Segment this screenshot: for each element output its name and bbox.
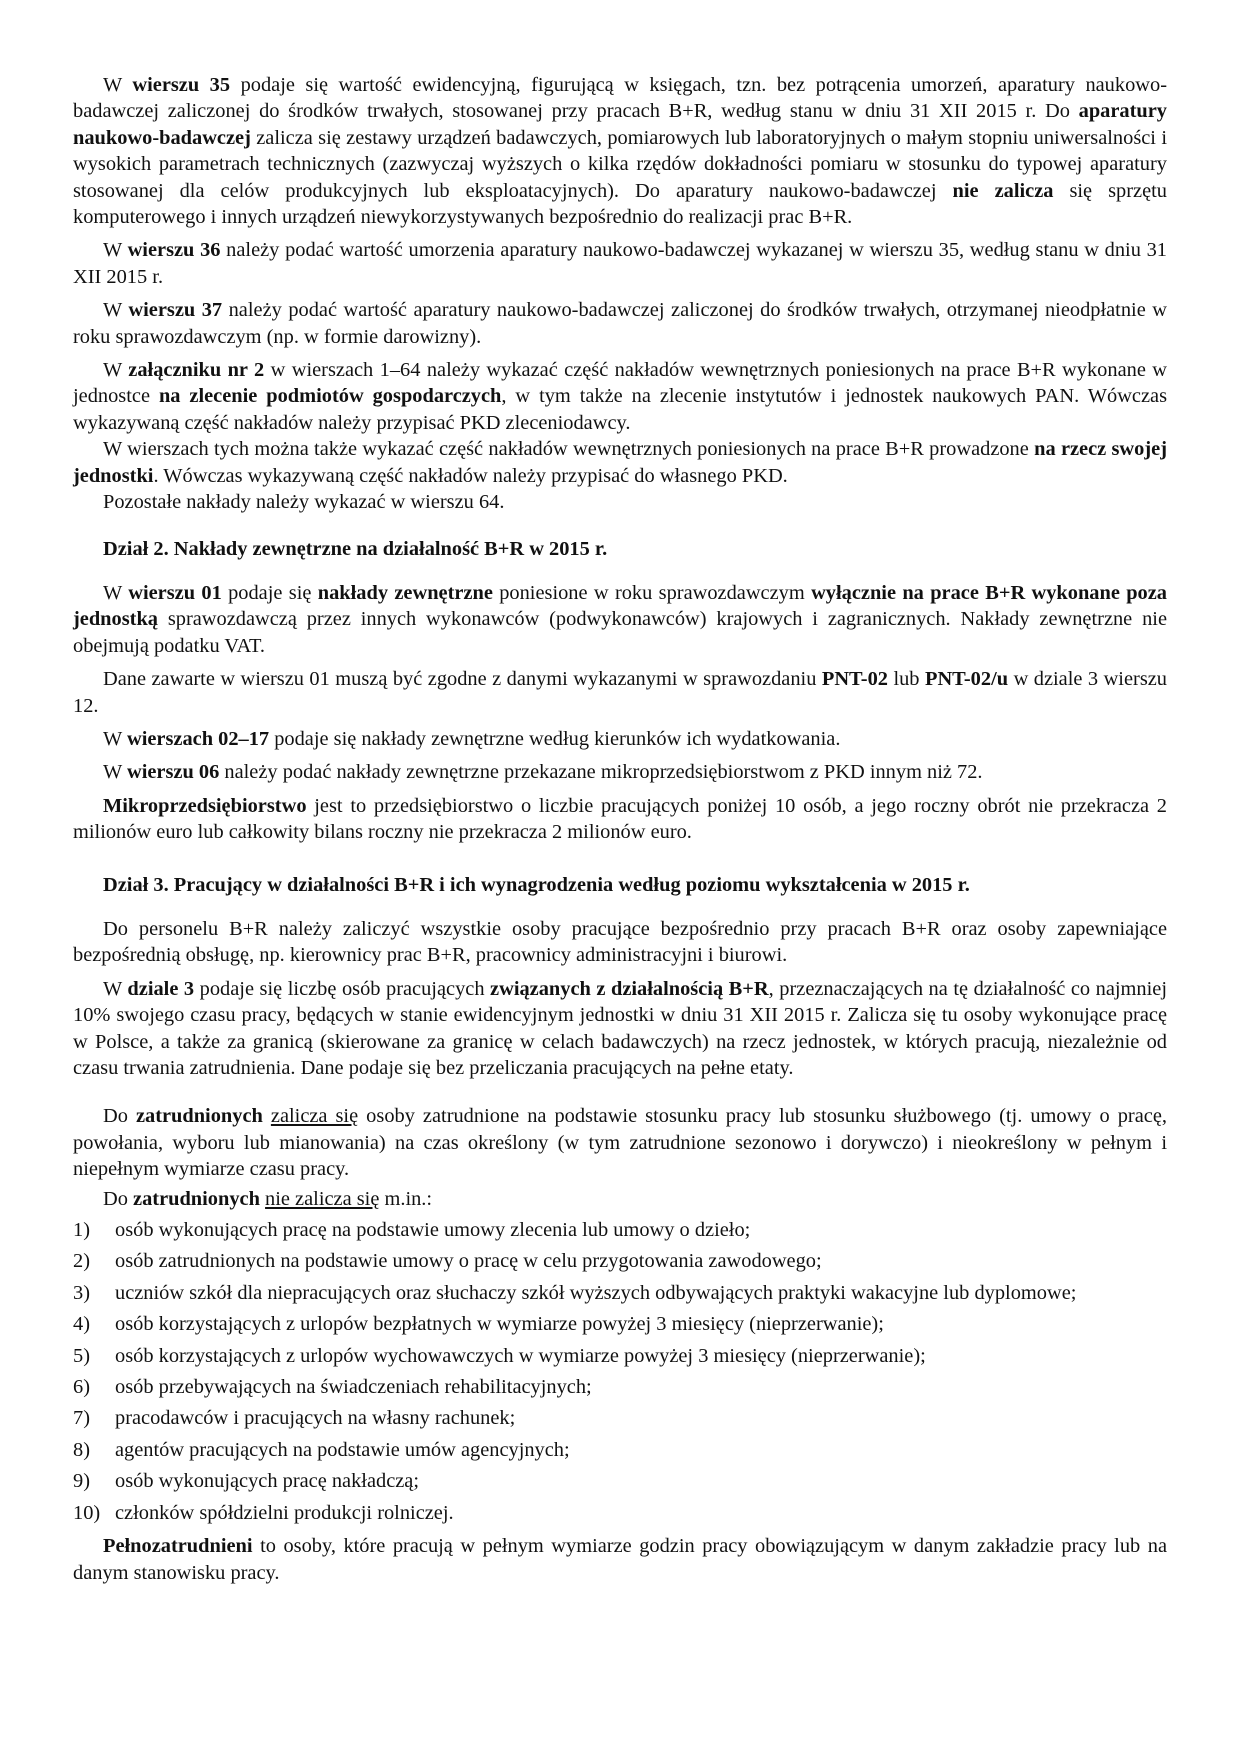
text: osoby zatrudnione na podstawie stosunku pracy lub stosunku służbowego (tj. umowy o pracę, powołania, wyboru lub mianowania) na czas określony (w tym zatrudnione sezonowo i dorywczo) i nieokreślony w pełnym i niepełnym wymiarze czasu pracy. — [73, 1105, 1167, 1181]
bold-term: PNT-02/u — [924, 668, 1009, 691]
paragraph-employed-exclude — [73, 1186, 1167, 1212]
paragraph-row-06 — [73, 759, 1167, 785]
list-item — [73, 1374, 1167, 1400]
list-item — [73, 1280, 1167, 1306]
paragraph-own-unit — [73, 436, 1167, 489]
list-number: 1) — [73, 1219, 90, 1242]
bold-term: Mikroprzedsiębiorstwo — [103, 794, 307, 817]
list-item — [73, 1468, 1167, 1494]
bold-term: dziale 3 — [127, 977, 195, 1000]
bold-term: wierszu 37 — [128, 299, 223, 322]
paragraph-employed-include — [73, 1103, 1167, 1182]
text: podaje się — [221, 581, 318, 604]
bold-term: zatrudnionych — [133, 1187, 260, 1210]
underlined-term: zalicza się — [270, 1105, 359, 1128]
bold-term: wyłącznie na prace B+R wykonane poza jednostką — [73, 581, 1167, 631]
text: należy podać wartość umorzenia aparatury naukowo-badawczej wykazanej w wierszu 35, według stanu w dniu 31 XII 2015 r. — [73, 239, 1167, 288]
bold-term: wierszu 01 — [128, 581, 222, 604]
text: W wierszach tych można także wykazać część nakładów wewnętrznych poniesionych na prace B+R prowadzone — [103, 438, 1035, 461]
list-item — [73, 1405, 1167, 1431]
text: W — [103, 727, 127, 750]
bold-term: wierszu 06 — [126, 761, 220, 784]
list-item — [73, 1311, 1167, 1337]
text: W — [103, 359, 129, 382]
text: podaje się liczbę osób pracujących — [194, 977, 491, 1000]
text: Do — [103, 1105, 136, 1128]
bold-term: aparatury naukowo-badawczej — [73, 100, 1167, 149]
text: W — [103, 299, 129, 322]
list-number: 6) — [73, 1376, 90, 1399]
bold-term: wierszu 35 — [132, 74, 231, 96]
paragraph-row-36 — [73, 237, 1167, 290]
bold-term: PNT-02 — [821, 668, 888, 691]
list-text: osób korzystających z urlopów wychowawczych w wymiarze powyżej 3 miesięcy (nieprzerwanie); — [115, 1344, 926, 1367]
text: W — [103, 74, 133, 96]
list-number: 7) — [73, 1407, 90, 1430]
text: jest to przedsiębiorstwo o liczbie pracujących poniżej 10 osób, a jego roczny obrót nie przekracza 2 milionów euro lub całkowity bilans roczny nie przekracza 2 milionów euro. — [73, 794, 1167, 844]
list-text: pracodawców i pracujących na własny rachunek; — [115, 1407, 516, 1430]
paragraph-micro-enterprise — [73, 793, 1167, 846]
list-text: osób wykonujących pracę nakładczą; — [115, 1470, 420, 1493]
text: Pozostałe nakłady należy wykazać w wierszu 64. — [103, 491, 505, 514]
text: w wierszach 1–64 należy wykazać część nakładów wewnętrznych poniesionych na prace B+R wykonane w jednostce — [73, 359, 1167, 408]
text: zalicza się zestawy urządzeń badawczych, pomiarowych lub laboratoryjnych o małym stopniu uniwersalności i wysokich parametrach technicznych (zazwyczaj wyższych o kilka rzędów dokładności pomiaru w stosunku do typowej aparatury stosowanej dla celów produkcyjnych lub eksploatacyjnych). Do aparatury naukowo-badawczej — [73, 126, 1167, 202]
text: to osoby, które pracują w pełnym wymiarze godzin pracy obowiązującym w danym zakładzie pracy lub na danym stanowisku pracy. — [73, 1535, 1167, 1584]
list-item — [73, 1437, 1167, 1463]
paragraph-row-37 — [73, 297, 1167, 350]
bold-term: na zlecenie podmiotów gospodarczych — [158, 385, 502, 408]
bold-term: nakłady zewnętrzne — [317, 581, 493, 604]
text: podaje się wartość ewidencyjną, figurującą w księgach, tzn. bez potrącenia umorzeń, aparatury naukowo-badawczej zaliczonej do środków trwałych, stosowanej przy pracach B+R, według stanu w dniu 31 XII 2015 r. Do — [73, 74, 1167, 123]
list-number: 10) — [73, 1501, 101, 1524]
text: W — [103, 977, 128, 1000]
paragraph-full-time — [73, 1533, 1167, 1586]
list-item — [73, 1500, 1167, 1526]
bold-term: wierszu 36 — [127, 239, 221, 262]
section-heading-2: Dział 2. Nakłady zewnętrzne na działalność B+R w 2015 r. — [103, 537, 608, 560]
text: , w tym także na zlecenie instytutów i jednostek naukowych PAN. Wówczas wykazywaną część nakładów należy przypisać PKD zleceniodawcy. — [73, 385, 1168, 434]
text: W — [103, 761, 127, 784]
paragraph-section-3 — [73, 976, 1167, 1082]
text: , przeznaczających na tę działalność co najmniej 10% swojego czasu pracy, będących w stanie ewidencyjnym jednostki w dniu 31 XII 2015 r. Zalicza się tu osoby wykonujące pracę w Polsce, a także za granicą (skierowane za granicę w celach badawczych) na rzecz jednostek, w których pracują, niezależnie od czasu trwania zatrudnienia. Dane podaje się bez przeliczania pracujących na pełne etaty. — [73, 977, 1167, 1079]
bold-term: załączniku nr 2 — [128, 359, 265, 382]
text: należy podać nakłady zewnętrzne przekazane mikroprzedsiębiorstwom z PKD innym niż 72. — [219, 761, 983, 784]
text: Do — [103, 1187, 134, 1210]
text — [263, 1105, 271, 1127]
list-number: 2) — [73, 1250, 90, 1273]
list-number: 8) — [73, 1438, 90, 1461]
list-item — [73, 1248, 1167, 1274]
list-text: członków spółdzielni produkcji rolniczej. — [115, 1501, 454, 1524]
list-number: 9) — [73, 1470, 90, 1493]
list-text: agentów pracujących na podstawie umów agencyjnych; — [115, 1438, 570, 1461]
text: m.in.: — [379, 1187, 433, 1210]
list-number: 3) — [73, 1281, 90, 1304]
text: . Wówczas wykazywaną część nakładów należy przypisać do własnego PKD. — [153, 464, 788, 487]
text: W — [103, 581, 129, 604]
text: w dziale 3 wierszu 12. — [73, 668, 1167, 717]
bold-term: na rzecz swojej jednostki — [73, 438, 1167, 487]
section-heading-3: Dział 3. Pracujący w działalności B+R i ich wynagrodzenia według poziomu wykształcenia w 2015 r. — [103, 873, 970, 896]
bold-term: nie zalicza — [952, 179, 1054, 202]
list-text: osób przebywających na świadczeniach rehabilitacyjnych; — [115, 1376, 592, 1399]
bold-term: wierszach 02–17 — [126, 727, 270, 750]
paragraph-appendix-2 — [73, 357, 1167, 436]
underlined-term: nie zalicza się — [265, 1187, 380, 1210]
exclusion-list — [73, 1217, 1167, 1526]
text: Do personelu B+R należy zaliczyć wszystkie osoby pracujące bezpośrednio przy pracach B+R oraz osoby zapewniające bezpośrednią obsługę, np. kierownicy prac B+R, pracownicy administracyjni i biurowi. — [73, 917, 1167, 967]
text: poniesione w roku sprawozdawczym — [492, 581, 812, 604]
list-item — [73, 1343, 1167, 1369]
bold-term: związanych z działalnością B+R — [490, 977, 769, 1000]
text: się sprzętu komputerowego i innych urządzeń niewykorzystywanych bezpośrednio do realizacji prac B+R. — [73, 179, 1167, 229]
text: należy podać wartość aparatury naukowo-badawczej zaliczonej do środków trwałych, otrzymanej nieodpłatnie w roku sprawozdawczym (np. w formie darowizny). — [73, 299, 1167, 348]
text: lub — [887, 668, 925, 691]
paragraph-rows-02-17 — [73, 726, 1167, 752]
paragraph-personnel — [73, 916, 1167, 969]
text: Dane zawarte w wierszu 01 muszą być zgodne z danymi wykazanymi w sprawozdaniu — [103, 668, 822, 691]
list-number: 4) — [73, 1313, 90, 1336]
list-text: osób zatrudnionych na podstawie umowy o pracę w celu przygotowania zawodowego; — [115, 1250, 822, 1273]
text: sprawozdawczą przez innych wykonawców (podwykonawców) krajowych i zagranicznych. Nakłady zewnętrzne nie obejmują podatku VAT. — [73, 608, 1167, 657]
list-number: 5) — [73, 1344, 90, 1367]
paragraph-pnt-02 — [73, 666, 1167, 719]
bold-term: zatrudnionych — [135, 1105, 263, 1128]
document-page — [73, 72, 1167, 1586]
list-text: osób korzystających z urlopów bezpłatnych w wymiarze powyżej 3 miesięcy (nieprzerwanie); — [115, 1313, 884, 1336]
paragraph-row-01 — [73, 580, 1167, 659]
list-text: uczniów szkół dla niepracujących oraz słuchaczy szkół wyższych odbywających praktyki wakacyjne lub dyplomowe; — [115, 1281, 1077, 1304]
bold-term: Pełnozatrudnieni — [103, 1535, 253, 1558]
paragraph-remaining — [73, 489, 1167, 515]
text: podaje się nakłady zewnętrzne według kierunków ich wydatkowania. — [269, 727, 841, 750]
paragraph-row-35 — [73, 72, 1167, 230]
list-item — [73, 1217, 1167, 1243]
text: W — [103, 239, 128, 262]
list-text: osób wykonujących pracę na podstawie umowy zlecenia lub umowy o dzieło; — [115, 1219, 751, 1242]
